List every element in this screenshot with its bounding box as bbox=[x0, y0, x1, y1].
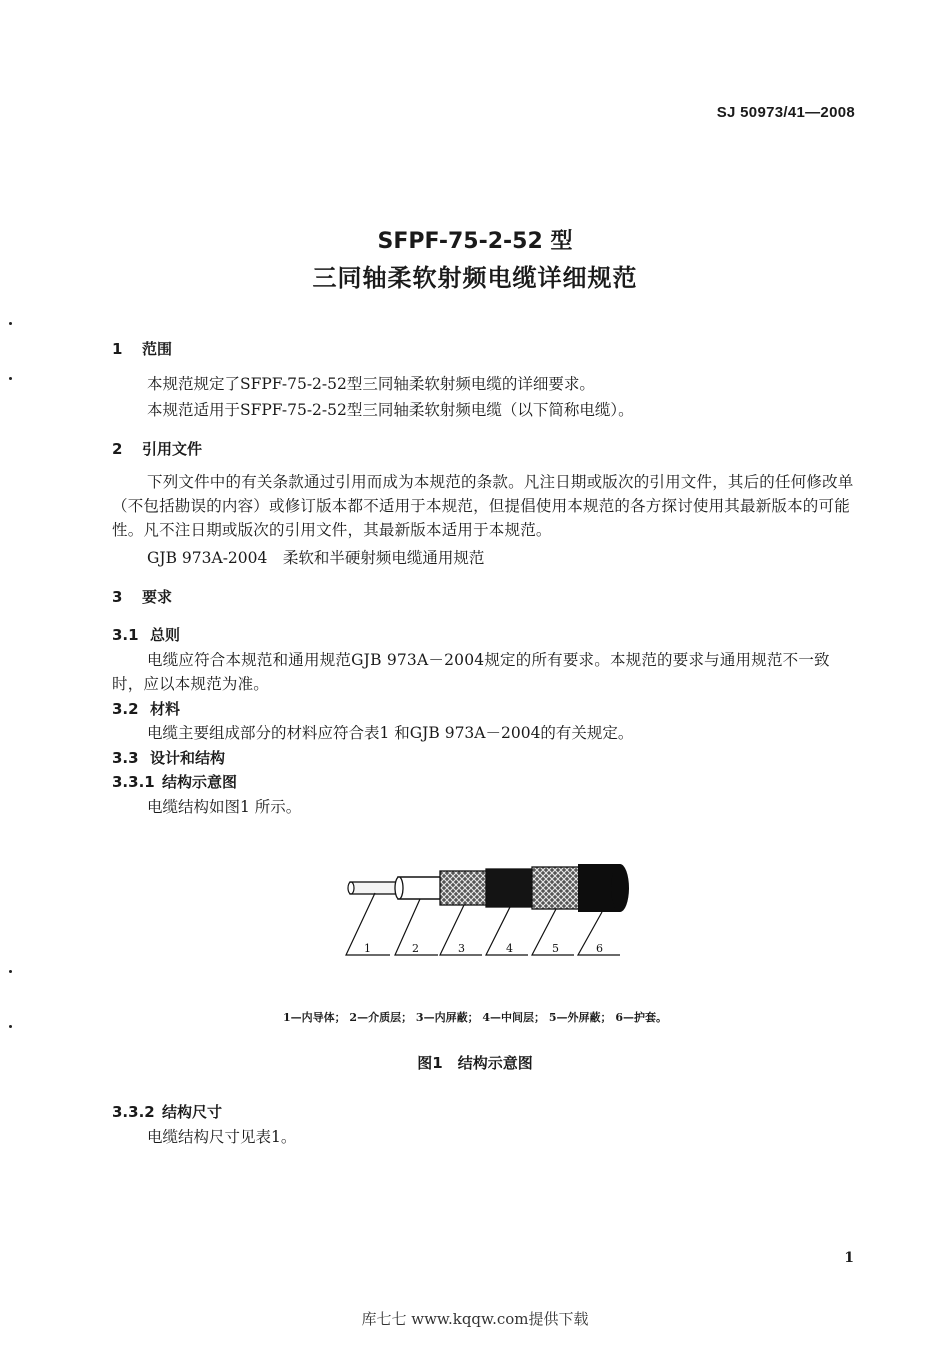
scan-mark bbox=[9, 322, 12, 325]
figure-label: 6 bbox=[596, 942, 603, 955]
paragraph: 本规范适用于SFPF-75-2-52型三同轴柔软射频电缆（以下简称电缆）。 bbox=[147, 401, 634, 419]
figure-label: 5 bbox=[552, 942, 559, 955]
section-number: 3.1 bbox=[112, 626, 139, 644]
section-3-heading bbox=[112, 586, 172, 607]
title-line-1: SFPF-75-2-52 型 bbox=[377, 229, 573, 254]
section-2-heading bbox=[112, 438, 202, 459]
document-number: SJ 50973/41—2008 bbox=[716, 104, 855, 121]
section-3-1-heading bbox=[112, 624, 180, 645]
section-number: 2 bbox=[112, 440, 123, 458]
section-title: 设计和结构 bbox=[150, 749, 226, 767]
scan-mark bbox=[9, 377, 12, 380]
section-number: 3.3.2 bbox=[112, 1103, 155, 1121]
section-3-3-1-heading bbox=[112, 771, 237, 792]
paragraph: 电缆结构尺寸见表1。 bbox=[147, 1128, 297, 1146]
section-title: 总则 bbox=[150, 626, 181, 644]
outer-shield bbox=[532, 867, 580, 909]
section-title: 结构示意图 bbox=[162, 773, 238, 791]
section-number: 3 bbox=[112, 588, 123, 606]
figure-label: 4 bbox=[506, 942, 513, 955]
reference-document: GJB 973A-2004 柔软和半硬射频电缆通用规范 bbox=[147, 549, 485, 567]
section-3-3-2-heading bbox=[112, 1101, 222, 1122]
title-line-2: 三同轴柔软射频电缆详细规范 bbox=[312, 264, 638, 292]
section-title: 结构尺寸 bbox=[162, 1103, 223, 1121]
inner-conductor-end bbox=[348, 882, 354, 894]
paragraph: 本规范规定了SFPF-75-2-52型三同轴柔软射频电缆的详细要求。 bbox=[147, 375, 595, 393]
dielectric-layer bbox=[398, 877, 442, 899]
paragraph: 下列文件中的有关条款通过引用而成为本规范的条款。凡注日期或版次的引用文件，其后的任何修改单（不包括勘误的内容）或修订版本都不适用于本规范，但提倡使用本规范的各方探讨使用其最新版本的可能性。凡不注日期或版次的引用文件，其最新版本适用于本规范。 bbox=[112, 473, 854, 539]
section-3-3-heading bbox=[112, 747, 225, 768]
dielectric-end bbox=[395, 877, 403, 899]
footer-text: 库七七 www.kqqw.com提供下载 bbox=[361, 1310, 589, 1328]
jacket-end bbox=[611, 864, 629, 912]
section-title: 引用文件 bbox=[142, 440, 203, 458]
figure-legend: 1—内导体； 2—介质层； 3—内屏蔽； 4—中间层； 5—外屏蔽； 6—护套。 bbox=[282, 1011, 668, 1024]
page-number: 1 bbox=[844, 1250, 854, 1266]
figure-label: 1 bbox=[364, 942, 371, 955]
section-number: 3.3 bbox=[112, 749, 139, 767]
figure-label: 2 bbox=[412, 942, 419, 955]
inner-shield bbox=[440, 871, 488, 905]
section-number: 3.3.1 bbox=[112, 773, 155, 791]
scan-mark bbox=[9, 1025, 12, 1028]
section-title: 范围 bbox=[142, 340, 173, 358]
paragraph: 电缆应符合本规范和通用规范GJB 973A－2004规定的所有要求。本规范的要求与通用规范不一致时，应以本规范为准。 bbox=[112, 651, 830, 693]
middle-layer bbox=[486, 869, 534, 907]
scan-mark bbox=[9, 970, 12, 973]
paragraph: 电缆主要组成部分的材料应符合表1 和GJB 973A－2004的有关规定。 bbox=[147, 724, 634, 742]
section-number: 1 bbox=[112, 340, 123, 358]
figure-caption: 图1 结构示意图 bbox=[417, 1054, 533, 1072]
section-title: 材料 bbox=[150, 700, 181, 718]
section-number: 3.2 bbox=[112, 700, 139, 718]
figure-label: 3 bbox=[458, 942, 465, 955]
paragraph: 电缆结构如图1 所示。 bbox=[147, 798, 302, 816]
section-title: 要求 bbox=[142, 588, 173, 606]
section-1-heading bbox=[112, 338, 172, 359]
section-3-2-heading bbox=[112, 698, 180, 719]
cable-structure-figure bbox=[330, 855, 650, 970]
inner-conductor bbox=[350, 882, 400, 894]
